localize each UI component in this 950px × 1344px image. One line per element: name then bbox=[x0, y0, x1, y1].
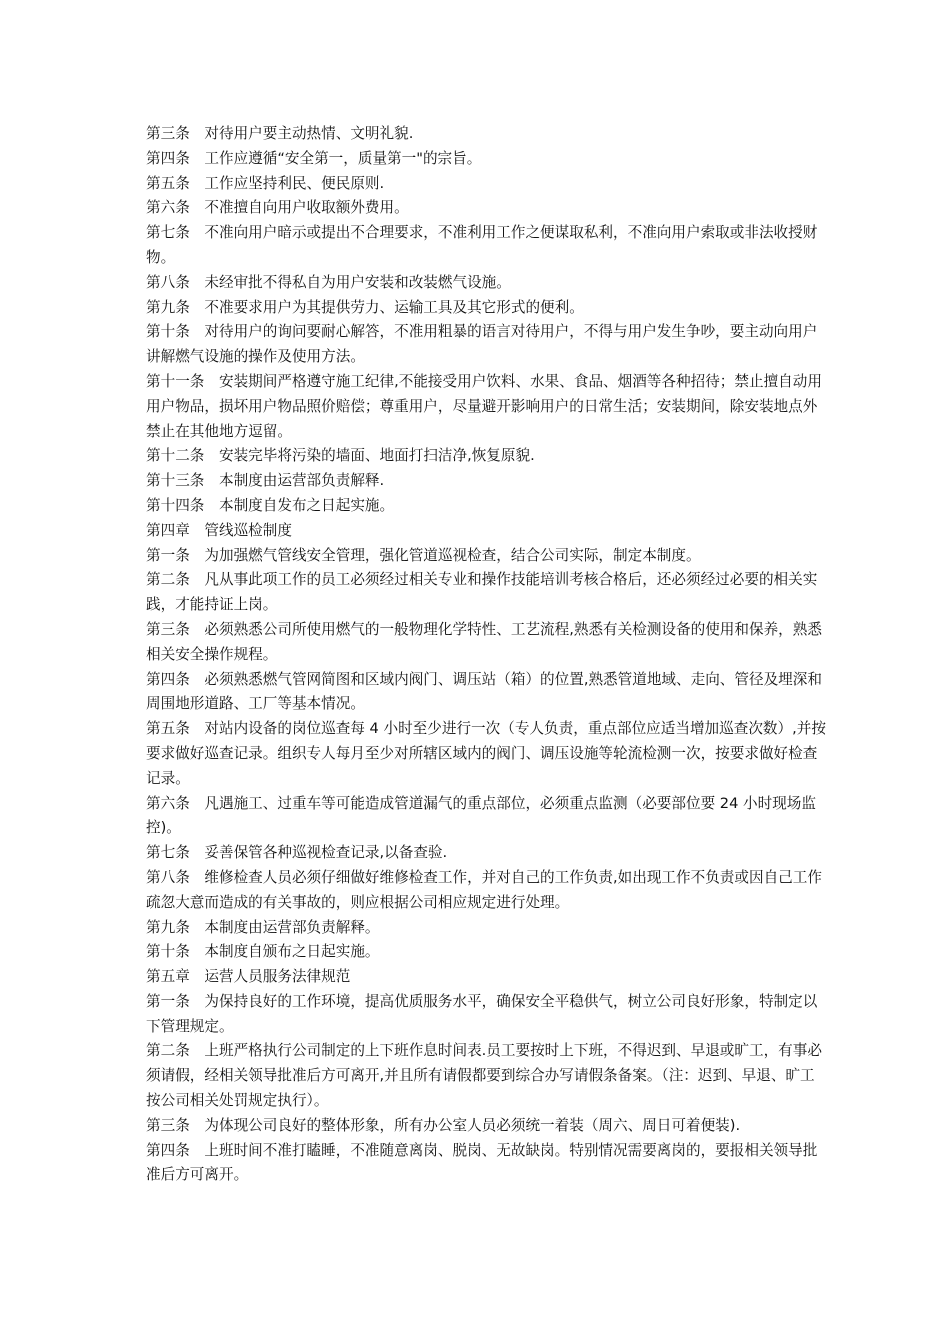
chapter-4-heading: 第四章 管线巡检制度 bbox=[146, 521, 292, 539]
article-9-no-favors: 第九条 不准要求用户为其提供劳力、运输工具及其它形式的便利。 bbox=[146, 298, 584, 316]
ch4-article-9: 第九条 本制度由运营部负责解释。 bbox=[146, 918, 380, 936]
ch5-article-1: 第一条 为保持良好的工作环境，提高优质服务水平，确保安全平稳供气，树立公司良好形象，特制定以下管理规定。 bbox=[146, 992, 818, 1035]
ch4-article-8: 第八条 维修检查人员必须仔细做好维修检查工作，并对自己的工作负责,如出现工作不负责或因自己工作疏忽大意而造成的有关事故的，则应根据公司相应规定进行处理。 bbox=[146, 868, 822, 911]
ch4-article-3: 第三条 必须熟悉公司所使用燃气的一般物理化学特性、工艺流程,熟悉有关检测设备的使用和保养，熟悉相关安全操作规程。 bbox=[146, 620, 822, 663]
ch4-article-7: 第七条 妥善保管各种巡视检查记录,以备查验. bbox=[146, 844, 448, 862]
ch4-article-4: 第四条 必须熟悉燃气管网简图和区域内阀门、调压站（箱）的位置,熟悉管道地域、走向、管径及埋深和周围地形道路、工厂等基本情况。 bbox=[146, 670, 822, 713]
ch5-article-3: 第三条 为体现公司良好的整体形象，所有办公室人员必须统一着装（周六、周日可着便装). bbox=[146, 1116, 741, 1134]
article-8-no-private-install: 第八条 未经审批不得私自为用户安装和改装燃气设施。 bbox=[146, 273, 511, 291]
ch4-article-10: 第十条 本制度自颁布之日起实施。 bbox=[146, 943, 380, 961]
chapter-5-heading: 第五章 运营人员服务法律规范 bbox=[146, 968, 351, 986]
ch5-article-2: 第二条 上班严格执行公司制定的上下班作息时间表.员工要按时上下班，不得迟到、早退或旷工，有事必须请假，经相关领导批准后方可离开,并且所有请假都要到综合办写请假条备案。（注：迟到、早退、旷工按公司相关处罚规定执行）。 bbox=[146, 1042, 822, 1110]
article-10-patience: 第十条 对待用户的询问要耐心解答，不准用粗暴的语言对待用户，不得与用户发生争吵，要主动向用户讲解燃气设施的操作及使用方法。 bbox=[146, 323, 818, 366]
ch4-article-5: 第五条 对站内设备的岗位巡查每 4 小时至少进行一次（专人负责，重点部位应适当增加巡查次数）,并按要求做好巡查记录。组织专人每月至少对所辖区域内的阀门、调压设施等轮流检测一次，按要求做好检查记录。 bbox=[146, 720, 826, 787]
article-7-no-bribes: 第七条 不准向用户暗示或提出不合理要求，不准利用工作之便谋取私利，不准向用户索取或非法收授财物。 bbox=[146, 224, 818, 266]
article-14-effective: 第十四条 本制度自发布之日起实施。 bbox=[146, 496, 395, 514]
article-3-service-attitude: 第三条 对待用户要主动热情、文明礼貌. bbox=[146, 125, 414, 142]
ch5-article-4: 第四条 上班时间不准打瞌睡，不准随意离岗、脱岗、无故缺岗。特别情况需要离岗的，要报相关领导批准后方可离开。 bbox=[146, 1141, 818, 1184]
article-12-cleanup: 第十二条 安装完毕将污染的墙面、地面打扫洁净,恢复原貌. bbox=[146, 447, 535, 465]
article-11-install-discipline: 第十一条 安装期间严格遵守施工纪律,不能接受用户饮料、水果、食品、烟酒等各种招待；禁止擅自动用用户物品，损坏用户物品照价赔偿；尊重用户，尽量避开影响用户的日常生活；安装期间，除安装地点外禁止在其他地方逗留。 bbox=[146, 372, 822, 440]
ch4-article-1: 第一条 为加强燃气管线安全管理，强化管道巡视检查，结合公司实际，制定本制度。 bbox=[146, 546, 701, 564]
article-5-convenience: 第五条 工作应坚持利民、便民原则. bbox=[146, 174, 385, 192]
article-13-interpretation: 第十三条 本制度由运营部负责解释. bbox=[146, 472, 385, 490]
ch4-article-6: 第六条 凡遇施工、过重车等可能造成管道漏气的重点部位，必须重点监测（必要部位要 24 小时现场监控)。 bbox=[146, 794, 816, 837]
article-6-no-extra-fees: 第六条 不准擅自向用户收取额外费用。 bbox=[146, 199, 409, 217]
ch4-article-2: 第二条 凡从事此项工作的员工必须经过相关专业和操作技能培训考核合格后，还必须经过必要的相关实践，才能持证上岗。 bbox=[146, 571, 818, 614]
article-4-safety-first: 第四条 工作应遵循“安全第一，质量第一"的宗旨。 bbox=[146, 149, 482, 167]
document-body bbox=[146, 122, 826, 1188]
